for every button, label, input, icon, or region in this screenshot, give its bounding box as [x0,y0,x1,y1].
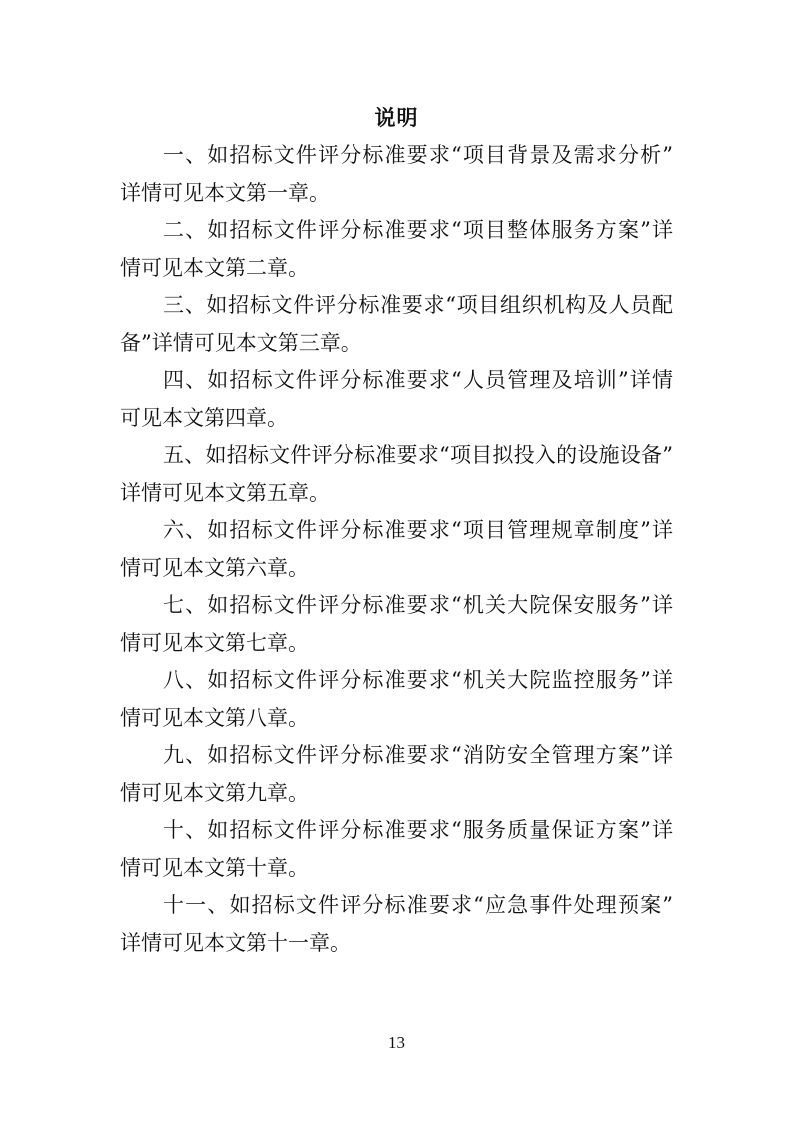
paragraph-line: 详情可见本文第十一章。 [120,930,351,955]
paragraph-line: 八、如招标文件评分标准要求“机关大院监控服务”详 [163,668,673,692]
paragraph-line: 详情可见本文第一章。 [120,180,330,205]
paragraph-3 [120,287,673,362]
paragraph-1 [120,137,673,212]
paragraph-line: 情可见本文第八章。 [120,705,309,730]
paragraph-6 [120,512,673,587]
paragraph-line: 五、如招标文件评分标准要求“项目拟投入的设施设备” [163,443,673,467]
paragraph-5 [120,437,673,512]
paragraph-line: 一、如招标文件评分标准要求“项目背景及需求分析” [163,143,673,167]
paragraph-line: 可见本文第四章。 [120,405,288,430]
paragraph-line: 情可见本文第十章。 [120,855,309,880]
paragraph-line: 备”详情可见本文第三章。 [120,330,362,355]
paragraph-line: 情可见本文第七章。 [120,630,309,655]
page-number: 13 [388,1033,405,1052]
paragraph-line: 三、如招标文件评分标准要求“项目组织机构及人员配 [163,293,673,317]
paragraph-9 [120,737,673,812]
paragraph-8 [120,662,673,737]
paragraph-10 [120,812,673,887]
paragraph-2 [120,212,673,287]
paragraph-line: 情可见本文第二章。 [120,255,309,280]
paragraph-line: 情可见本文第六章。 [120,555,309,580]
paragraph-line: 十一、如招标文件评分标准要求“应急事件处理预案” [163,893,673,917]
paragraph-line: 详情可见本文第五章。 [120,480,330,505]
paragraph-line: 七、如招标文件评分标准要求“机关大院保安服务”详 [163,593,673,617]
paragraph-line: 二、如招标文件评分标准要求“项目整体服务方案”详 [163,218,673,242]
paragraph-4 [120,362,673,437]
document-body [120,137,673,962]
paragraph-line: 六、如招标文件评分标准要求“项目管理规章制度”详 [163,518,673,542]
paragraph-11 [120,887,673,962]
paragraph-line: 十、如招标文件评分标准要求“服务质量保证方案”详 [163,818,673,842]
paragraph-7 [120,587,673,662]
paragraph-line: 情可见本文第九章。 [120,780,309,805]
paragraph-line: 九、如招标文件评分标准要求“消防安全管理方案”详 [163,743,673,767]
page-title: 说明 [374,106,419,130]
paragraph-line: 四、如招标文件评分标准要求“人员管理及培训”详情 [163,368,673,392]
